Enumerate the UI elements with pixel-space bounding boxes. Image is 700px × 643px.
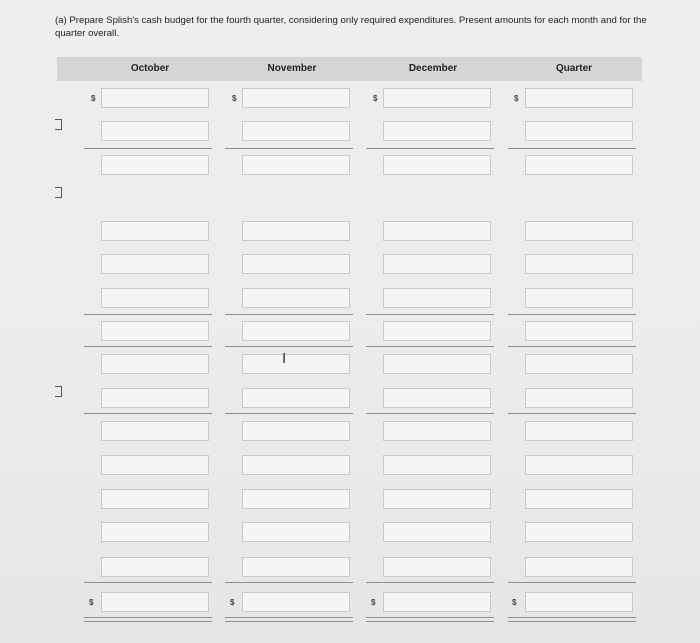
- underline-quarter-4: [508, 413, 636, 414]
- amount-input-december-row-7[interactable]: [383, 321, 491, 341]
- dollar-sign-quarter-top: $: [514, 94, 519, 103]
- amount-input-december-row-10[interactable]: [383, 421, 491, 441]
- underline-december-4: [366, 413, 494, 414]
- amount-input-december-row-9[interactable]: [383, 388, 491, 408]
- column-header-row: [57, 57, 642, 81]
- amount-input-quarter-row-1[interactable]: [525, 88, 633, 108]
- amount-input-october-row-10[interactable]: [101, 421, 209, 441]
- amount-input-october-row-4[interactable]: [101, 221, 209, 241]
- double-underline-october-6: [84, 617, 212, 622]
- underline-november-5: [225, 582, 353, 583]
- instructions-text: (a) Prepare Splish's cash budget for the fourth quarter, considering only required expenditures. Present amounts for each month and for the quarter overall.: [55, 15, 647, 39]
- amount-input-november-row-15[interactable]: [242, 592, 350, 612]
- amount-input-quarter-row-3[interactable]: [525, 155, 633, 175]
- amount-input-october-row-8[interactable]: [101, 354, 209, 374]
- amount-input-november-row-8[interactable]: [242, 354, 350, 374]
- double-underline-november-6: [225, 617, 353, 622]
- underline-december-5: [366, 582, 494, 583]
- amount-input-october-row-11[interactable]: [101, 455, 209, 475]
- column-header-december: December: [408, 63, 458, 74]
- double-underline-december-6: [366, 617, 494, 622]
- underline-october-5: [84, 582, 212, 583]
- underline-november-4: [225, 413, 353, 414]
- amount-input-quarter-row-11[interactable]: [525, 455, 633, 475]
- underline-december-3: [366, 346, 494, 347]
- amount-input-october-row-12[interactable]: [101, 489, 209, 509]
- amount-input-october-row-7[interactable]: [101, 321, 209, 341]
- dollar-sign-december-bottom: $: [371, 598, 376, 607]
- dollar-sign-quarter-bottom: $: [512, 598, 517, 607]
- column-header-november: November: [267, 63, 317, 74]
- dollar-sign-december-top: $: [373, 94, 378, 103]
- amount-input-quarter-row-8[interactable]: [525, 354, 633, 374]
- dollar-sign-november-bottom: $: [230, 598, 235, 607]
- amount-input-november-row-7[interactable]: [242, 321, 350, 341]
- amount-input-october-row-9[interactable]: [101, 388, 209, 408]
- amount-input-october-row-3[interactable]: [101, 155, 209, 175]
- text-cursor-icon: I: [282, 350, 287, 367]
- amount-input-october-row-6[interactable]: [101, 288, 209, 308]
- amount-input-december-row-13[interactable]: [383, 522, 491, 542]
- amount-input-november-row-10[interactable]: [242, 421, 350, 441]
- dollar-sign-october-top: $: [91, 94, 96, 103]
- underline-october-4: [84, 413, 212, 414]
- amount-input-quarter-row-9[interactable]: [525, 388, 633, 408]
- amount-input-quarter-row-13[interactable]: [525, 522, 633, 542]
- row-marker-1: [55, 119, 62, 130]
- amount-input-october-row-5[interactable]: [101, 254, 209, 274]
- amount-input-quarter-row-10[interactable]: [525, 421, 633, 441]
- amount-input-november-row-9[interactable]: [242, 388, 350, 408]
- amount-input-december-row-3[interactable]: [383, 155, 491, 175]
- underline-october-3: [84, 346, 212, 347]
- amount-input-quarter-row-4[interactable]: [525, 221, 633, 241]
- underline-december-1: [366, 148, 494, 149]
- amount-input-november-row-2[interactable]: [242, 121, 350, 141]
- amount-input-quarter-row-2[interactable]: [525, 121, 633, 141]
- amount-input-december-row-12[interactable]: [383, 489, 491, 509]
- underline-november-2: [225, 314, 353, 315]
- amount-input-december-row-14[interactable]: [383, 557, 491, 577]
- underline-quarter-2: [508, 314, 636, 315]
- amount-input-december-row-2[interactable]: [383, 121, 491, 141]
- amount-input-november-row-12[interactable]: [242, 489, 350, 509]
- amount-input-december-row-8[interactable]: [383, 354, 491, 374]
- underline-quarter-5: [508, 582, 636, 583]
- amount-input-december-row-4[interactable]: [383, 221, 491, 241]
- amount-input-december-row-11[interactable]: [383, 455, 491, 475]
- amount-input-november-row-1[interactable]: [242, 88, 350, 108]
- amount-input-october-row-13[interactable]: [101, 522, 209, 542]
- row-marker-2: [55, 187, 62, 198]
- amount-input-october-row-1[interactable]: [101, 88, 209, 108]
- underline-quarter-3: [508, 346, 636, 347]
- dollar-sign-october-bottom: $: [89, 598, 94, 607]
- underline-october-2: [84, 314, 212, 315]
- underline-november-3: [225, 346, 353, 347]
- amount-input-quarter-row-7[interactable]: [525, 321, 633, 341]
- column-header-october: October: [130, 63, 170, 74]
- column-header-quarter: Quarter: [555, 63, 593, 74]
- amount-input-quarter-row-6[interactable]: [525, 288, 633, 308]
- amount-input-november-row-6[interactable]: [242, 288, 350, 308]
- underline-quarter-1: [508, 148, 636, 149]
- amount-input-october-row-2[interactable]: [101, 121, 209, 141]
- amount-input-december-row-6[interactable]: [383, 288, 491, 308]
- amount-input-november-row-5[interactable]: [242, 254, 350, 274]
- double-underline-quarter-6: [508, 617, 636, 622]
- amount-input-december-row-1[interactable]: [383, 88, 491, 108]
- row-marker-3: [55, 386, 62, 397]
- amount-input-december-row-15[interactable]: [383, 592, 491, 612]
- amount-input-october-row-14[interactable]: [101, 557, 209, 577]
- amount-input-november-row-14[interactable]: [242, 557, 350, 577]
- amount-input-december-row-5[interactable]: [383, 254, 491, 274]
- amount-input-november-row-13[interactable]: [242, 522, 350, 542]
- amount-input-november-row-11[interactable]: [242, 455, 350, 475]
- underline-december-2: [366, 314, 494, 315]
- underline-october-1: [84, 148, 212, 149]
- amount-input-october-row-15[interactable]: [101, 592, 209, 612]
- underline-november-1: [225, 148, 353, 149]
- amount-input-november-row-4[interactable]: [242, 221, 350, 241]
- amount-input-quarter-row-12[interactable]: [525, 489, 633, 509]
- amount-input-quarter-row-14[interactable]: [525, 557, 633, 577]
- amount-input-november-row-3[interactable]: [242, 155, 350, 175]
- amount-input-quarter-row-15[interactable]: [525, 592, 633, 612]
- dollar-sign-november-top: $: [232, 94, 237, 103]
- amount-input-quarter-row-5[interactable]: [525, 254, 633, 274]
